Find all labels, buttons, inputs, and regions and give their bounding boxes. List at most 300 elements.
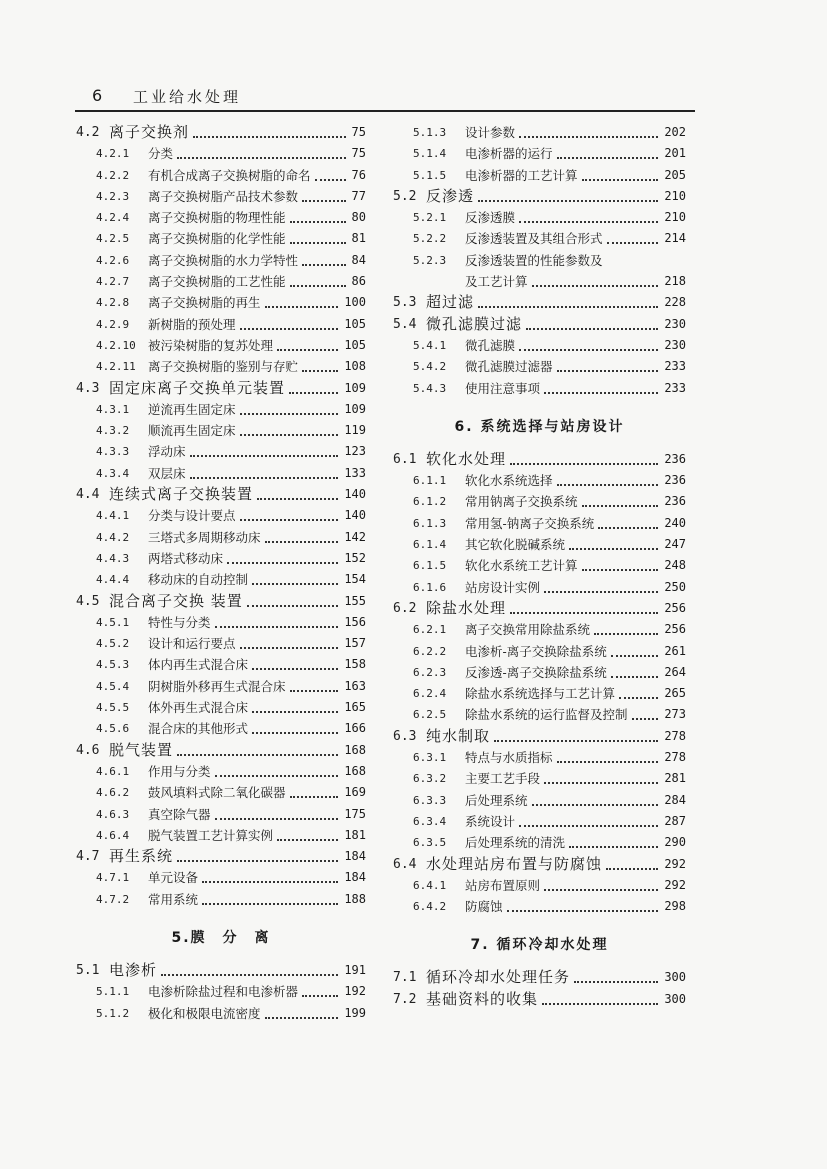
toc-subsection-entry xyxy=(393,378,686,399)
entry-number: 5.2.3 xyxy=(413,253,447,267)
entry-title: 电渗析除盐过程和电渗析器 xyxy=(148,984,299,1000)
entry-number: 5.2.1 xyxy=(413,211,447,225)
entry-title: 及工艺计算 xyxy=(465,274,528,290)
entry-title: 循环冷却水处理任务 xyxy=(426,968,571,987)
toc-subsection-entry xyxy=(76,399,366,420)
toc-subsection-entry xyxy=(76,1003,366,1024)
dot-leader xyxy=(290,221,346,223)
entry-title: 站房布置原则 xyxy=(465,877,541,893)
entry-title: 其它软化脱碱系统 xyxy=(465,537,566,553)
entry-number: 6.2.4 xyxy=(413,687,447,701)
entry-number: 5.3 xyxy=(393,295,417,311)
entry-number: 6.4.1 xyxy=(413,878,447,892)
entry-title: 常用系统 xyxy=(148,891,199,907)
dot-leader xyxy=(290,242,346,244)
toc-section-entry xyxy=(393,854,686,875)
dot-leader xyxy=(177,860,338,862)
dot-leader xyxy=(277,349,338,351)
book-title: 工业给水处理 xyxy=(133,88,242,106)
entry-title: 超过滤 xyxy=(426,293,475,312)
entry-title: 有机合成离子交换树脂的命名 xyxy=(148,167,311,183)
entry-number: 5.1.1 xyxy=(96,985,130,999)
entry-page: 236 xyxy=(664,451,686,466)
toc-subsection-entry xyxy=(393,165,686,186)
entry-page: 142 xyxy=(344,529,366,544)
entry-number: 6.3.1 xyxy=(413,751,447,765)
entry-number: 6.2.2 xyxy=(413,644,447,658)
toc-section-entry xyxy=(393,292,686,313)
chapter-heading xyxy=(393,917,686,967)
entry-number: 6.1 xyxy=(393,451,417,467)
dot-leader xyxy=(302,370,338,372)
entry-page: 265 xyxy=(664,686,686,701)
entry-number: 6.2.5 xyxy=(413,708,447,722)
dot-leader xyxy=(478,306,658,308)
entry-page: 163 xyxy=(344,678,366,693)
entry-page: 181 xyxy=(344,827,366,842)
entry-number: 4.7.2 xyxy=(96,892,130,906)
toc-subsection-entry xyxy=(76,569,366,590)
toc-subsection-entry xyxy=(393,768,686,789)
toc-section-entry xyxy=(76,846,366,867)
dot-leader xyxy=(252,583,338,585)
entry-number: 4.3.1 xyxy=(96,402,130,416)
entry-number: 4.3.4 xyxy=(96,466,130,480)
entry-page: 284 xyxy=(664,792,686,807)
dot-leader xyxy=(247,605,338,607)
dot-leader xyxy=(240,647,338,649)
entry-title: 移动床的自动控制 xyxy=(148,572,249,588)
entry-title: 电渗析-离子交换除盐系统 xyxy=(465,643,607,659)
dot-leader xyxy=(582,505,658,507)
entry-number: 6.1.1 xyxy=(413,474,447,488)
entry-title: 纯水制取 xyxy=(426,726,491,745)
entry-page: 168 xyxy=(344,763,366,778)
dot-leader xyxy=(611,655,658,657)
entry-title: 离子交换树脂的物理性能 xyxy=(148,210,286,226)
entry-page: 140 xyxy=(344,508,366,523)
toc-subsection-entry xyxy=(76,676,366,697)
toc-subsection-entry xyxy=(76,356,366,377)
entry-number: 6.2.1 xyxy=(413,623,447,637)
toc-subsection-entry xyxy=(393,335,686,356)
entry-title: 反渗透装置的性能参数及 xyxy=(465,252,603,268)
dot-leader xyxy=(265,1017,338,1019)
toc-subsection-entry xyxy=(393,513,686,534)
toc-subsection-entry xyxy=(393,356,686,377)
entry-number: 6.2.3 xyxy=(413,665,447,679)
dot-leader xyxy=(202,881,338,883)
toc-subsection-entry xyxy=(76,825,366,846)
dot-leader xyxy=(240,413,338,415)
dot-leader xyxy=(519,136,658,138)
entry-number: 4.5.3 xyxy=(96,658,130,672)
dot-leader xyxy=(190,477,338,479)
entry-title: 分类与设计要点 xyxy=(148,508,236,524)
dot-leader xyxy=(302,995,338,997)
toc-subsection-entry xyxy=(76,420,366,441)
entry-number: 5.1.3 xyxy=(413,126,447,139)
entry-title: 站房设计实例 xyxy=(465,579,541,595)
entry-title: 电渗析器的工艺计算 xyxy=(465,167,578,183)
entry-number: 4.2.6 xyxy=(96,253,130,267)
toc-section-entry xyxy=(76,484,366,505)
entry-page: 287 xyxy=(664,813,686,828)
entry-title: 水处理站房布置与防腐蚀 xyxy=(426,854,603,873)
entry-number: 4.7.1 xyxy=(96,871,130,885)
entry-page: 152 xyxy=(344,550,366,565)
entry-title: 被污染树脂的复苏处理 xyxy=(148,337,274,353)
entry-page: 154 xyxy=(344,572,366,587)
entry-title: 离子交换树脂的工艺性能 xyxy=(148,274,286,290)
toc-section-entry xyxy=(393,449,686,470)
entry-page: 248 xyxy=(664,558,686,573)
entry-title: 极化和极限电流密度 xyxy=(148,1005,261,1021)
entry-page: 264 xyxy=(664,664,686,679)
toc-subsection-entry xyxy=(393,790,686,811)
toc-section-entry xyxy=(76,740,366,761)
entry-page: 298 xyxy=(664,899,686,914)
toc-section-entry xyxy=(76,122,366,143)
entry-page: 210 xyxy=(664,188,686,203)
dot-leader xyxy=(193,136,346,138)
toc-subsection-entry xyxy=(76,782,366,803)
entry-page: 261 xyxy=(664,643,686,658)
entry-number: 5.4 xyxy=(393,316,417,332)
entry-page: 109 xyxy=(344,380,366,395)
toc-section-entry xyxy=(76,960,366,981)
entry-page: 205 xyxy=(664,167,686,182)
entry-title: 混合离子交换 装置 xyxy=(109,591,243,610)
entry-title: 再生系统 xyxy=(109,847,174,866)
toc-subsection-entry xyxy=(76,867,366,888)
dot-leader xyxy=(290,796,338,798)
entry-page: 123 xyxy=(344,444,366,459)
dot-leader xyxy=(574,981,658,983)
entry-title: 基础资料的收集 xyxy=(426,989,539,1008)
entry-page: 240 xyxy=(664,515,686,530)
entry-page: 119 xyxy=(344,423,366,438)
entry-page: 75 xyxy=(351,125,366,139)
toc-section-entry xyxy=(393,726,686,747)
entry-page: 228 xyxy=(664,295,686,310)
entry-page: 273 xyxy=(664,707,686,722)
toc-subsection-entry xyxy=(76,143,366,164)
entry-number: 6.3 xyxy=(393,728,417,744)
entry-title: 防腐蚀 xyxy=(465,899,503,915)
page-number: 6 xyxy=(92,86,103,105)
entry-number: 5.1.2 xyxy=(96,1006,130,1020)
entry-title: 离子交换树脂的再生 xyxy=(148,295,261,311)
entry-title: 微孔滤膜 xyxy=(465,337,516,353)
entry-number: 7.2 xyxy=(393,991,417,1007)
toc-subsection-entry xyxy=(393,704,686,725)
toc-subsection-entry xyxy=(393,832,686,853)
dot-leader xyxy=(619,697,658,699)
entry-title: 设计参数 xyxy=(465,125,516,140)
entry-page: 256 xyxy=(664,600,686,615)
toc-subsection-entry xyxy=(393,619,686,640)
dot-leader xyxy=(252,711,338,713)
entry-number: 6.2 xyxy=(393,600,417,616)
toc-subsection-entry xyxy=(76,228,366,249)
dot-leader xyxy=(215,626,338,628)
entry-page: 202 xyxy=(664,125,686,139)
entry-page: 84 xyxy=(351,252,366,267)
toc-subsection-entry xyxy=(393,641,686,662)
dot-leader xyxy=(240,434,338,436)
dot-leader xyxy=(290,285,346,287)
dot-leader xyxy=(190,455,338,457)
dot-leader xyxy=(544,889,658,891)
entry-number: 6.1.3 xyxy=(413,516,447,530)
dot-leader xyxy=(569,548,658,550)
entry-number: 4.6.4 xyxy=(96,828,130,842)
dot-leader xyxy=(519,221,658,223)
entry-title: 除盐水系统选择与工艺计算 xyxy=(465,686,616,702)
toc-subsection-entry xyxy=(393,875,686,896)
entry-title: 逆流再生固定床 xyxy=(148,401,236,417)
toc-subsection-entry xyxy=(76,889,366,910)
toc-right-column xyxy=(393,122,686,1010)
toc-subsection-entry xyxy=(76,335,366,356)
entry-number: 5.1.5 xyxy=(413,168,447,182)
entry-page: 191 xyxy=(344,962,366,977)
entry-page: 292 xyxy=(664,877,686,892)
toc-subsection-entry xyxy=(76,761,366,782)
entry-page: 100 xyxy=(344,295,366,310)
dot-leader xyxy=(542,1003,658,1005)
dot-leader xyxy=(569,846,658,848)
entry-number: 4.2.11 xyxy=(96,360,136,374)
entry-number: 4.5.6 xyxy=(96,722,130,736)
entry-number: 4.5.2 xyxy=(96,637,130,651)
entry-number: 4.2 xyxy=(76,125,100,140)
entry-title: 反渗透-离子交换除盐系统 xyxy=(465,664,607,680)
toc-subsection-entry xyxy=(76,654,366,675)
page-header xyxy=(0,78,827,118)
dot-leader xyxy=(290,690,338,692)
dot-leader xyxy=(227,562,338,564)
entry-number: 4.3.3 xyxy=(96,445,130,459)
entry-number: 6.1.6 xyxy=(413,580,447,594)
entry-number: 7.1 xyxy=(393,970,417,986)
entry-title: 后处理系统的清洗 xyxy=(465,835,566,851)
entry-title: 软化水处理 xyxy=(426,449,507,468)
dot-leader xyxy=(606,868,658,870)
entry-number: 5.4.1 xyxy=(413,338,447,352)
toc-subsection-entry xyxy=(76,633,366,654)
toc-subsection-entry xyxy=(76,548,366,569)
entry-number: 6.1.5 xyxy=(413,559,447,573)
entry-page: 109 xyxy=(344,401,366,416)
dot-leader xyxy=(302,264,346,266)
entry-title: 离子交换树脂的鉴别与存贮 xyxy=(148,359,299,375)
entry-page: 184 xyxy=(344,870,366,885)
dot-leader xyxy=(289,392,338,394)
entry-number: 4.5.4 xyxy=(96,679,130,693)
entry-page: 81 xyxy=(351,231,366,246)
entry-number: 4.4.2 xyxy=(96,530,130,544)
entry-number: 4.3 xyxy=(76,380,100,396)
entry-title: 鼓风填料式除二氧化碳器 xyxy=(148,785,286,801)
chapter-title: 6. 系统选择与站房设计 xyxy=(454,418,625,435)
toc-subsection-entry xyxy=(393,122,686,143)
entry-page: 236 xyxy=(664,473,686,488)
entry-title: 作用与分类 xyxy=(148,763,211,779)
toc-subsection-entry xyxy=(76,441,366,462)
entry-page: 175 xyxy=(344,806,366,821)
dot-leader xyxy=(510,463,658,465)
entry-title: 新树脂的预处理 xyxy=(148,316,236,332)
entry-page: 166 xyxy=(344,721,366,736)
toc-section-entry xyxy=(393,314,686,335)
dot-leader xyxy=(557,157,658,159)
toc-subsection-entry xyxy=(393,271,686,292)
toc-subsection-entry xyxy=(393,228,686,249)
dot-leader xyxy=(215,775,338,777)
toc-section-entry xyxy=(76,591,366,612)
toc-section-entry xyxy=(393,989,686,1010)
dot-leader xyxy=(494,740,658,742)
toc-subsection-entry xyxy=(393,470,686,491)
entry-page: 230 xyxy=(664,316,686,331)
entry-title: 离子交换树脂的水力学特性 xyxy=(148,252,299,268)
entry-title: 体外再生式混合床 xyxy=(148,700,249,716)
dot-leader xyxy=(607,242,658,244)
entry-page: 80 xyxy=(351,210,366,225)
entry-number: 4.5 xyxy=(76,593,100,609)
entry-page: 165 xyxy=(344,700,366,715)
dot-leader xyxy=(582,569,658,571)
entry-title: 特点与水质指标 xyxy=(465,750,553,766)
dot-leader xyxy=(507,910,658,912)
entry-page: 218 xyxy=(664,274,686,289)
entry-number: 4.2.10 xyxy=(96,338,136,352)
entry-page: 247 xyxy=(664,537,686,552)
dot-leader xyxy=(557,370,658,372)
entry-title: 主要工艺手段 xyxy=(465,771,541,787)
dot-leader xyxy=(315,179,346,181)
entry-title: 体内再生式混合床 xyxy=(148,657,249,673)
entry-title: 软化水系统选择 xyxy=(465,473,553,489)
header-rule xyxy=(75,110,695,112)
entry-page: 76 xyxy=(351,167,366,182)
entry-number: 4.3.2 xyxy=(96,424,130,438)
dot-leader xyxy=(526,328,658,330)
entry-title: 分类 xyxy=(148,146,174,162)
entry-title: 后处理系统 xyxy=(465,792,528,808)
dot-leader xyxy=(161,974,338,976)
toc-subsection-entry xyxy=(393,143,686,164)
entry-number: 4.2.8 xyxy=(96,296,130,310)
entry-title: 脱气装置 xyxy=(109,740,174,759)
entry-page: 233 xyxy=(664,380,686,395)
entry-number: 5.2 xyxy=(393,188,417,204)
entry-page: 281 xyxy=(664,771,686,786)
entry-page: 292 xyxy=(664,856,686,871)
entry-title: 反渗透膜 xyxy=(465,210,516,226)
entry-number: 4.4.4 xyxy=(96,573,130,587)
entry-title: 系统设计 xyxy=(465,813,516,829)
toc-subsection-entry xyxy=(393,577,686,598)
entry-title: 顺流再生固定床 xyxy=(148,423,236,439)
dot-leader xyxy=(598,527,658,529)
entry-page: 105 xyxy=(344,337,366,352)
toc-subsection-entry xyxy=(76,186,366,207)
entry-title: 离子交换常用除盐系统 xyxy=(465,622,591,638)
entry-page: 290 xyxy=(664,835,686,850)
entry-number: 4.5.5 xyxy=(96,701,130,715)
entry-page: 156 xyxy=(344,614,366,629)
entry-number: 6.3.3 xyxy=(413,793,447,807)
toc-subsection-entry xyxy=(76,314,366,335)
dot-leader xyxy=(519,825,658,827)
entry-number: 4.4.1 xyxy=(96,509,130,523)
entry-page: 86 xyxy=(351,274,366,289)
entry-title: 离子交换树脂产品技术参数 xyxy=(148,188,299,204)
toc-subsection-entry xyxy=(76,271,366,292)
toc-left-column xyxy=(76,122,366,1024)
entry-number: 6.3.2 xyxy=(413,772,447,786)
toc-subsection-entry xyxy=(76,250,366,271)
entry-title: 两塔式移动床 xyxy=(148,550,224,566)
entry-page: 250 xyxy=(664,579,686,594)
entry-page: 199 xyxy=(344,1005,366,1020)
dot-leader xyxy=(632,718,658,720)
entry-title: 软化水系统工艺计算 xyxy=(465,558,578,574)
entry-title: 单元设备 xyxy=(148,870,199,886)
entry-page: 278 xyxy=(664,728,686,743)
entry-title: 混合床的其他形式 xyxy=(148,721,249,737)
entry-page: 300 xyxy=(664,970,686,985)
entry-title: 使用注意事项 xyxy=(465,380,541,396)
chapter-title: 7. 循环冷却水处理 xyxy=(470,937,609,954)
dot-leader xyxy=(478,200,658,202)
dot-leader xyxy=(252,732,338,734)
entry-title: 离子交换树脂的化学性能 xyxy=(148,231,286,247)
entry-number: 6.3.4 xyxy=(413,814,447,828)
dot-leader xyxy=(594,633,658,635)
toc-subsection-entry xyxy=(76,527,366,548)
toc-subsection-entry xyxy=(76,165,366,186)
dot-leader xyxy=(544,392,658,394)
entry-title: 微孔滤膜过滤器 xyxy=(465,359,553,375)
entry-title: 离子交换剂 xyxy=(109,123,190,141)
entry-title: 浮动床 xyxy=(148,444,186,460)
entry-page: 188 xyxy=(344,891,366,906)
dot-leader xyxy=(202,903,338,905)
entry-number: 4.4.3 xyxy=(96,551,130,565)
entry-number: 4.6 xyxy=(76,742,100,758)
entry-page: 155 xyxy=(344,593,366,608)
toc-subsection-entry xyxy=(76,463,366,484)
entry-page: 233 xyxy=(664,359,686,374)
dot-leader xyxy=(544,782,658,784)
entry-title: 脱气装置工艺计算实例 xyxy=(148,827,274,843)
dot-leader xyxy=(252,668,338,670)
entry-page: 201 xyxy=(664,146,686,161)
entry-title: 三塔式多周期移动床 xyxy=(148,529,261,545)
toc-section-entry xyxy=(393,598,686,619)
entry-title: 常用钠离子交换系统 xyxy=(465,494,578,510)
toc-subsection-entry xyxy=(393,207,686,228)
entry-page: 278 xyxy=(664,750,686,765)
entry-title: 电渗析 xyxy=(109,960,158,979)
entry-number: 6.1.4 xyxy=(413,538,447,552)
entry-number: 6.3.5 xyxy=(413,836,447,850)
dot-leader xyxy=(557,761,658,763)
